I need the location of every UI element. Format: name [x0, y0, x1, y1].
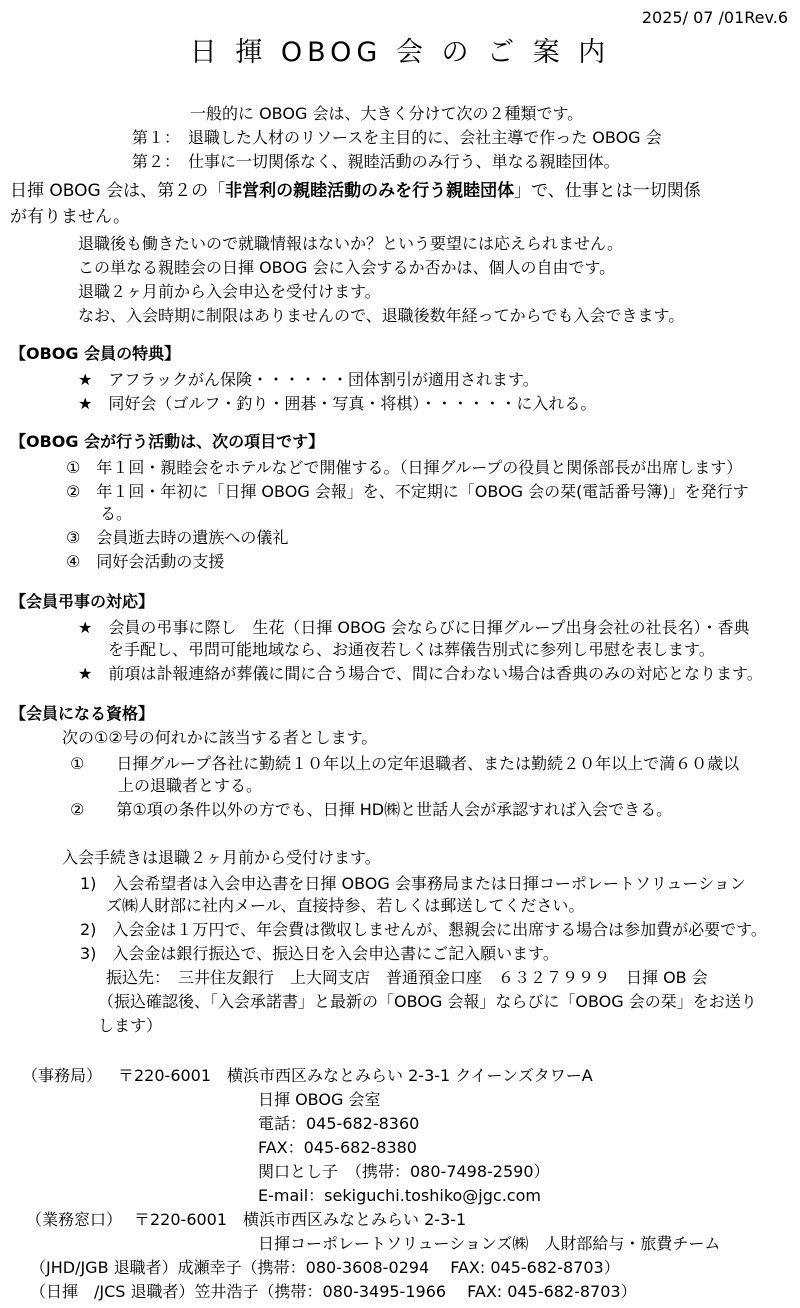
procedure-lead: 入会手続きは退職２ヶ月前から受付けます。 [62, 848, 381, 867]
intro-note: 退職後も働きたいので就職情報はないか？という要望には応えられません。 [78, 234, 623, 253]
statement-emphasis: 非営利の親睦活動のみを行う親睦団体 [225, 181, 515, 201]
intro-type-1: 第１： 退職した人材のリソースを主目的に、会社主導で作った OBOG 会 [132, 128, 662, 147]
eligibility-heading: 【会員になる資格】 [10, 704, 155, 723]
intro-note: なお、入会時期に制限はありませんので、退職後数年経ってからでも入会できます。 [78, 306, 685, 325]
activity-item: ③ 会員逝去時の遺族への儀礼 [66, 528, 289, 547]
statement-post: 」で、仕事とは一切関係 [514, 181, 701, 201]
activity-item: ④ 同好会活動の支援 [66, 552, 225, 571]
intro-type-2: 第２： 仕事に一切関係なく、親睦活動のみ行う、単なる親睦団体。 [132, 152, 620, 171]
office-address: 〒220-6001 横浜市西区みなとみらい 2-3-1 クイーンズタワーA [118, 1066, 593, 1085]
activity-item-cont: る。 [100, 504, 133, 523]
eligibility-item: ① 日揮グループ各社に勤続１０年以上の定年退職者、または勤続２０年以上で満６０歳以 [70, 754, 740, 773]
contact-person: （日揮 /JCS 退職者）笠井浩子（携帯：080-3495-1966 FAX: 045-682-8703） [30, 1282, 637, 1301]
statement-pre: 日揮 OBOG 会は、第２の「 [10, 181, 226, 201]
procedure-note: （振込確認後、「入会承諾書」と最新の「OBOG 会報」ならびに「OBOG 会の栞」をお送り [98, 992, 757, 1011]
activity-item: ② 年１回・年初に「日揮 OBOG 会報」を、不定期に「OBOG 会の栞(電話番号簿)」を発行す [66, 482, 749, 501]
intro-statement-line2: が有りません。 [10, 207, 131, 227]
procedure-item: 3) 入会金は銀行振込で、振込日を入会申込書にご記入願います。 [80, 944, 559, 963]
intro-statement [10, 180, 701, 202]
office-contact-person: 関口とし子 （携帯：080-7498-2590） [258, 1162, 550, 1181]
business-label: （業務窓口） [26, 1210, 123, 1229]
condolence-item: ★ 前項は訃報連絡が葬儀に間に合う場合で、間に合わない場合は香典のみの対応となります。 [78, 664, 763, 683]
eligibility-item-cont: 上の退職者とする。 [118, 776, 263, 795]
page-title: 日 揮 OBOG 会 の ご 案 内 [189, 37, 611, 68]
procedure-item: 1) 入会希望者は入会申込書を日揮 OBOG 会事務局または日揮コーポレートソリューション [80, 874, 746, 893]
bank-transfer-info: 振込先： 三井住友銀行 上大岡支店 普通預金口座 ６３２７９９９ 日揮 OB 会 [106, 968, 708, 987]
business-department: 日揮コーポレートソリューションズ㈱ 人財部給与・旅費チーム [258, 1234, 721, 1253]
activity-item: ① 年１回・親睦会をホテルなどで開催する。（日揮グループの役員と関係部長が出席します） [66, 458, 743, 477]
benefits-heading: 【OBOG 会員の特典】 [10, 344, 181, 363]
eligibility-item: ② 第①項の条件以外の方でも、日揮 HD㈱と世話人会が承認すれば入会できる。 [70, 800, 673, 819]
business-address: 〒220-6001 横浜市西区みなとみらい 2-3-1 [134, 1210, 467, 1229]
benefit-item: ★ アフラックがん保険・・・・・・団体割引が適用されます。 [78, 370, 539, 389]
condolence-item: ★ 会員の弔事に際し 生花（日揮 OBOG 会ならびに日揮グループ出身会社の社長名）・香典 [78, 618, 750, 637]
procedure-item: 2) 入会金は１万円で、年会費は徴収しませんが、懇親会に出席する場合は参加費が必要です。 [80, 920, 767, 939]
intro-note: 退職２ヶ月前から入会申込を受付けます。 [78, 282, 381, 301]
revision-date: 2025/ 07 /01Rev.6 [641, 8, 788, 27]
intro-lead: 一般的に OBOG 会は、大きく分けて次の２種類です。 [190, 104, 584, 123]
office-label: （事務局） [22, 1066, 103, 1085]
condolence-heading: 【会員弔事の対応】 [10, 592, 155, 611]
procedure-item-cont: ズ㈱人財部に社内メール、直接持参、若しくは郵送してください。 [106, 896, 585, 915]
activities-heading: 【OBOG 会が行う活動は、次の項目です】 [10, 432, 325, 451]
email-label: E-mail： [258, 1186, 325, 1205]
procedure-note-cont: します） [98, 1016, 163, 1035]
contact-person: （JHD/JGB 退職者）成瀬幸子（携帯：080-3608-0294 FAX: 045-682-8703） [30, 1258, 620, 1277]
eligibility-lead: 次の①②号の何れかに該当する者とします。 [62, 728, 378, 747]
condolence-item-cont: を手配し、弔問可能地域なら、お通夜若しくは葬儀告別式に参列し弔慰を表します。 [108, 640, 715, 659]
office-name: 日揮 OBOG 会室 [258, 1090, 381, 1109]
intro-note: この単なる親睦会の日揮 OBOG 会に入会するか否かは、個人の自由です。 [78, 258, 616, 277]
office-email [258, 1186, 541, 1206]
office-fax: FAX：045-682-8380 [258, 1138, 417, 1157]
benefit-item: ★ 同好会（ゴルフ・釣り・囲碁・写真・将棋）・・・・・・に入れる。 [78, 394, 597, 413]
email-link[interactable]: sekiguchi.toshiko@jgc.com [324, 1186, 541, 1205]
office-phone: 電話：045-682-8360 [258, 1114, 420, 1133]
